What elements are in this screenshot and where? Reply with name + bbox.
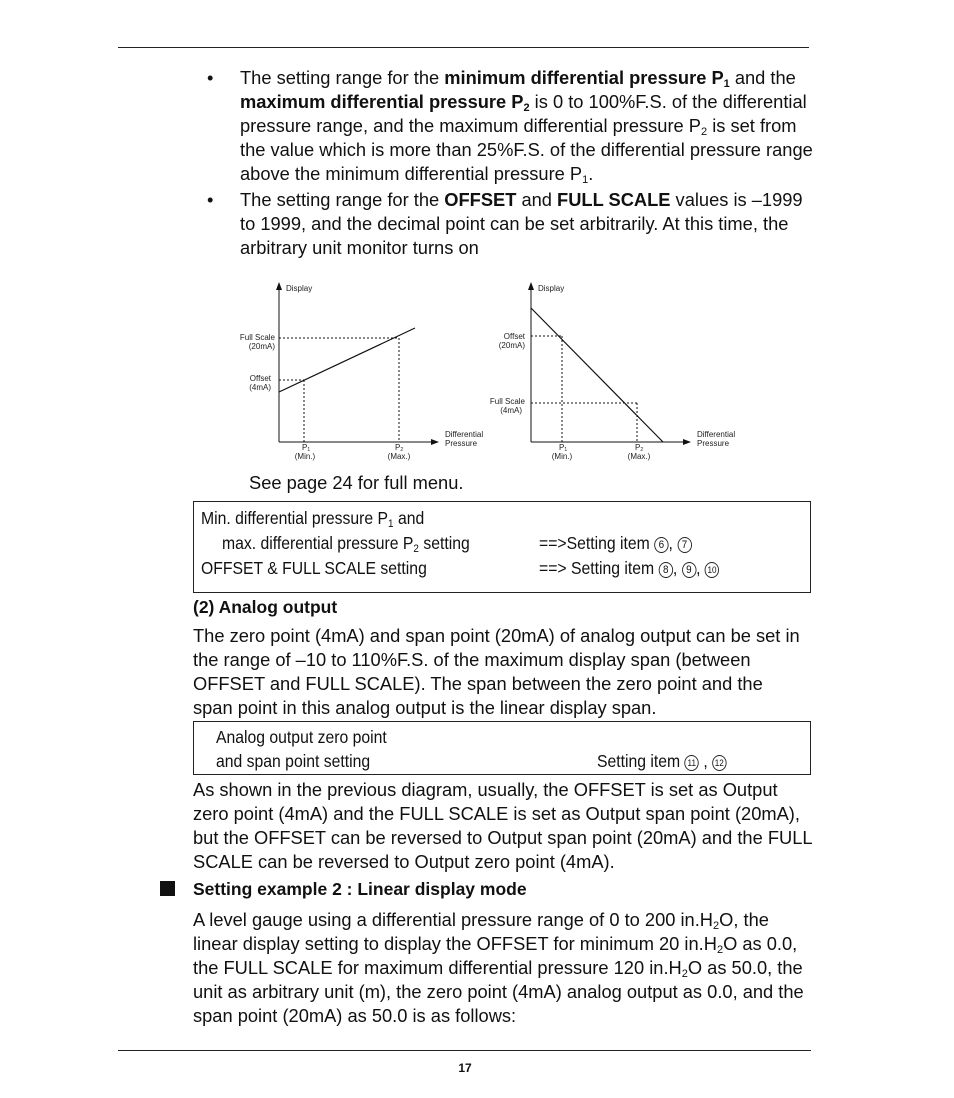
x-axis-title-1: Differential (445, 430, 484, 439)
p2-note: (Max.) (627, 452, 651, 461)
menu-reference-box (193, 501, 811, 593)
bullet-dot: • (207, 189, 214, 210)
bottom-rule (118, 1050, 811, 1051)
p1-note: (Min.) (294, 452, 316, 461)
setting-example-paragraph: A level gauge using a differential pressure range of 0 to 200 $in.H_2O$, the linear display setting to display the OFFSET for minimum 20 $in.H_2O$ as 0.0, the FULL SCALE for maximum differential pressure 120 $in.H_2O$ as 50.0, the unit as arbitrary unit (m), the zero point (4mA) analog output as 0.0, and the span point (20mA) as 50.0 is as follows: (193, 909, 804, 1026)
setting-item-10: 10 (705, 562, 719, 578)
analog-output-heading: (2) Analog output (193, 597, 338, 617)
chart-diagrams (225, 278, 765, 473)
setting-item-12: 12 (712, 755, 726, 771)
y-axis-title: Display (286, 284, 313, 293)
box1-line-3: OFFSET & FULL SCALE setting (201, 558, 427, 578)
see-page-note: See page 24 for full menu. (249, 472, 464, 493)
upper-label-1: Full Scale (239, 333, 275, 342)
bullet-text: The setting range for the OFFSET and FULL SCALE values is –1999 to 1999, and the decimal point can be set arbitrarily. At this time, the arbitrary unit monitor turns on (240, 189, 803, 258)
x-axis-arrow (431, 439, 439, 445)
p2-label: P2 (395, 443, 404, 453)
box2-ref: Setting item 11 , 12 (597, 751, 726, 772)
page-number: 17 (458, 1061, 472, 1075)
bullet-list (205, 66, 815, 262)
setting-item-8: 8 (659, 562, 673, 578)
x-axis-arrow (683, 439, 691, 445)
analog-output-paragraph: The zero point (4mA) and span point (20mA) of analog output can be set in the range of –10 to 110%F.S. of the maximum display span (between OFFSET and FULL SCALE). The span between the zero point and the span point in this analog output is the linear display span. (193, 625, 800, 718)
display-vs-pressure-diagrams (225, 278, 765, 468)
setting-item-9: 9 (682, 562, 696, 578)
characteristic-line (531, 308, 663, 442)
chart-reversed (490, 282, 735, 461)
setting-example-heading: Setting example 2 : Linear display mode (193, 879, 527, 899)
p1-label: P1 (302, 443, 311, 453)
box1-line-2: max. differential pressure $P_2$ setting (222, 533, 470, 555)
p2-note: (Max.) (387, 452, 411, 461)
x-axis-title-1: Differential (697, 430, 736, 439)
setting-item-6: 6 (654, 537, 668, 553)
p1-note: (Min.) (551, 452, 573, 461)
p1-label: P1 (559, 443, 568, 453)
y-axis-arrow (276, 282, 282, 290)
offset-reverse-paragraph: As shown in the previous diagram, usually, the OFFSET is set as Output zero point (4mA) and the FULL SCALE is set as Output span point (20mA), but the OFFSET can be reversed to Output span point (20mA) and the FULL SCALE can be reversed to Output zero point (4mA). (193, 779, 812, 872)
lower-label-2: (4mA) (500, 406, 522, 415)
lower-label-1: Full Scale (489, 397, 525, 406)
analog-setting-box (193, 721, 811, 775)
box1-line-1: Min. differential pressure $P_1$ and (201, 508, 425, 530)
chart-normal (240, 282, 483, 461)
upper-label-2: (20mA) (248, 342, 275, 351)
upper-label-2: (20mA) (498, 341, 525, 350)
box1-ref-3: ==> Setting item 8 , 9 , 10 (539, 558, 719, 579)
box2-line-1: Analog output zero point (216, 727, 387, 747)
lower-label-1: Offset (249, 374, 271, 383)
bullet-text: The setting range for the minimum differential pressure $P_1$ and the maximum differential pressure $P_2$ is 0 to 100%F.S. of the differential pressure range, and the maximum differential pressure $P_2$ is set from the value which is more than 25%F.S. of the differential pressure range above the minimum differential pressure $P_1$. (240, 67, 813, 186)
y-axis-arrow (528, 282, 534, 290)
setting-item-11: 11 (685, 755, 699, 771)
y-axis-title: Display (538, 284, 565, 293)
upper-label-1: Offset (503, 332, 525, 341)
x-axis-title-2: Pressure (445, 439, 478, 448)
box2-line-2: and span point setting (216, 751, 371, 771)
x-axis-title-2: Pressure (697, 439, 730, 448)
bullet-item-offset-fullscale (205, 188, 815, 260)
section-square-icon (160, 881, 175, 896)
bullet-dot: • (207, 67, 214, 88)
bullet-item-pressure-range (205, 66, 815, 186)
p2-label: P2 (635, 443, 644, 453)
setting-item-7: 7 (677, 537, 691, 553)
box1-ref-2: ==>Setting item 6 , 7 (539, 533, 692, 554)
top-rule (118, 47, 809, 48)
lower-label-2: (4mA) (249, 383, 271, 392)
